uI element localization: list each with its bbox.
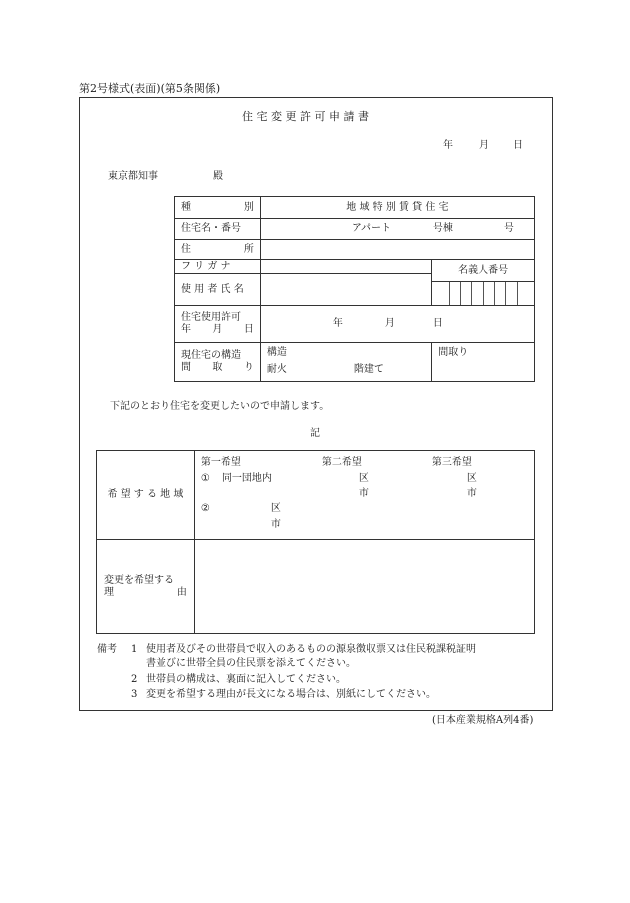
reason-label: 変更を希望する 理 由 (97, 540, 195, 634)
ki-label: 記 (310, 428, 320, 439)
name-label: 住宅名・番号 (175, 219, 261, 240)
note-3-text: 変更を希望する理由が長文になる場合は、別紙にしてください。 (146, 689, 436, 700)
note-2-text: 世帯員の構成は、裏面に記入してください。 (146, 674, 346, 685)
furigana-label: フ リ ガ ナ (175, 260, 261, 274)
intro-text: 下記のとおり住宅を変更したいので申請します。 (110, 401, 330, 412)
nominee-number: 名義人番号 (432, 260, 535, 306)
structure-field[interactable]: 構造 耐火 階建て (260, 343, 431, 382)
page-title: 住 宅 変 更 許 可 申 請 書 (242, 110, 369, 123)
addressee-honorific: 殿 (213, 171, 223, 182)
reason-field[interactable] (194, 540, 534, 634)
request-table (96, 450, 535, 634)
permit-date-field[interactable]: 年 月 日 (260, 306, 534, 343)
nominee-number-boxes[interactable] (432, 282, 534, 305)
note-2-number: 2 (131, 674, 138, 685)
note-1-number: 1 (131, 644, 138, 655)
structure-label: 現住宅の構造 間 取 り (175, 343, 261, 382)
form-label: 第2号様式(表面)(第5条関係) (79, 82, 221, 95)
area-field[interactable]: 第一希望 第二希望 第三希望 ① 同一団地内 区 区 市 市 ② 区 市 (194, 451, 534, 540)
addressee-name: 東京都知事 (108, 171, 158, 182)
user-name-field[interactable] (260, 274, 431, 306)
layout-field[interactable]: 間取り (432, 343, 535, 382)
note-1-cont: 書並びに世帯全員の住民票を添えてください。 (146, 658, 356, 669)
permit-label: 住宅使用許可 年 月 日 (175, 306, 261, 343)
date-month: 月 (479, 140, 489, 151)
name-field[interactable]: アパート 号棟 号 (260, 219, 534, 240)
date-year: 年 (443, 140, 453, 151)
area-label: 希 望 す る 地 域 (97, 451, 195, 540)
footer-spec: (日本産業規格A列4番) (432, 715, 534, 726)
address-field[interactable] (260, 240, 534, 260)
note-3-number: 3 (131, 689, 138, 700)
notes-label: 備考 (97, 644, 117, 655)
type-value: 地 域 特 別 賃 貸 住 宅 (260, 197, 534, 219)
applicant-table (174, 196, 535, 382)
user-name-label: 使 用 者 氏 名 (175, 274, 261, 306)
type-label: 種 別 (175, 197, 261, 219)
note-1-text: 使用者及びその世帯員で収入のあるものの源泉徴収票又は住民税課税証明 (146, 644, 476, 655)
furigana-field[interactable] (260, 260, 431, 274)
address-label: 住 所 (175, 240, 261, 260)
date-day: 日 (513, 140, 523, 151)
